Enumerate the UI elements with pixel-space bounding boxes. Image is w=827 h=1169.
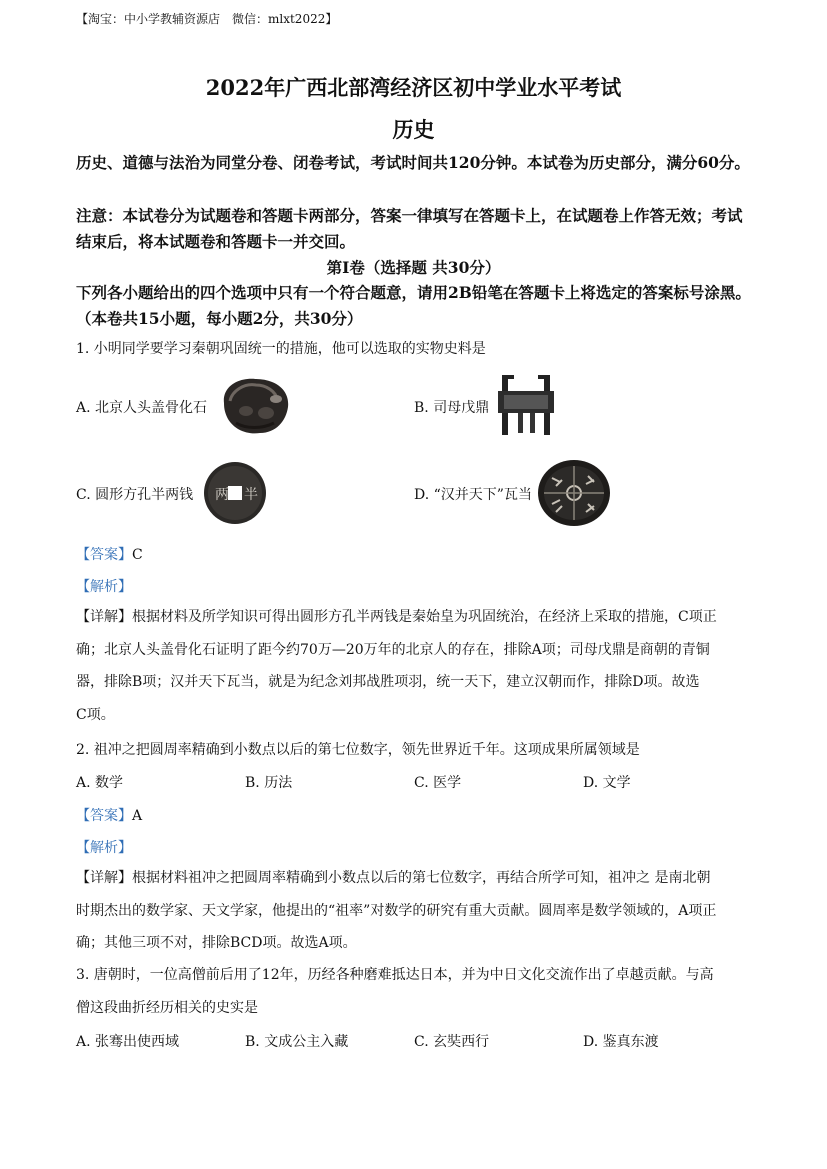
q2-detail bbox=[76, 862, 752, 960]
q2-option-c[interactable]: C. 医学 bbox=[414, 775, 462, 791]
coin-char-liang: 两 bbox=[215, 487, 229, 503]
q2-answer bbox=[76, 805, 142, 825]
ban-liang-coin-image bbox=[202, 460, 268, 526]
q2-answer-value: A bbox=[132, 808, 143, 824]
q3-option-d[interactable]: D. 鉴真东渡 bbox=[583, 1034, 659, 1050]
q1-detail-line: 【详解】根据材料及所学知识可得出圆形方孔半两钱是秦始皇为巩固统治，在经济上采取的措施，C项正 bbox=[76, 609, 717, 625]
section-instruction: 下列各小题给出的四个选项中只有一个符合题意，请用2B铅笔在答题卡上将选定的答案标号涂黑。（本卷共15小题，每小题2分，共30分） bbox=[76, 283, 751, 328]
q3-stem-line: 3. 唐朝时，一位高僧前后用了12年，历经各种磨难抵达日本，并为中日文化交流作出了卓越贡献。与高 bbox=[76, 967, 714, 983]
q1-detail-line: 器，排除B项；汉并天下瓦当，就是为纪念刘邦战胜项羽，统一天下，建立汉朝而作，排除D项。故选 bbox=[76, 674, 700, 690]
exam-intro: 历史、道德与法治为同堂分卷、闭卷考试，考试时间共120分钟。本试卷为历史部分，满分60分。 bbox=[76, 153, 750, 172]
q1-option-a[interactable]: A. 北京人头盖骨化石 bbox=[76, 400, 208, 416]
q3-stem bbox=[76, 959, 752, 1024]
q1-detail-line: 确；北京人头盖骨化石证明了距今约70万—20万年的北京人的存在，排除A项；司母戊鼎是商朝的青铜 bbox=[76, 641, 710, 658]
detail-label: 【详解】 bbox=[76, 609, 132, 625]
q2-detail-line: 时期杰出的数学家、天文学家，他提出的“祖率”对数学的研究有重大贡献。圆周率是数学领域的，A项正 bbox=[76, 902, 717, 919]
q2-detail-line: 确；其他三项不对，排除BCD项。故选A项。 bbox=[76, 935, 357, 951]
q1-option-b[interactable]: B. 司母戊鼎 bbox=[414, 400, 490, 416]
q2-analysis-label: 【解析】 bbox=[76, 840, 132, 856]
han-wadang-tile-image bbox=[536, 458, 612, 528]
exam-title: 2022年广西北部湾经济区初中学业水平考试 bbox=[205, 75, 622, 100]
q2-option-b[interactable]: B. 历法 bbox=[245, 775, 293, 791]
q3-stem-line: 僧这段曲折经历相关的史实是 bbox=[76, 999, 258, 1016]
q2-stem: 2. 祖冲之把圆周率精确到小数点以后的第七位数字，领先世界近千年。这项成果所属领域是 bbox=[76, 742, 640, 758]
page-header: 【淘宝：中小学教辅资源店 微信：mlxt2022】 bbox=[76, 12, 338, 26]
q2-detail-line: 【详解】根据材料祖冲之把圆周率精确到小数点以后的第七位数字，再结合所学可知，祖冲之 是南北朝 bbox=[76, 870, 711, 886]
q1-answer-value: C bbox=[132, 547, 143, 563]
q2-option-d[interactable]: D. 文学 bbox=[583, 775, 631, 791]
detail-label: 【详解】 bbox=[76, 870, 132, 886]
q1-option-d[interactable]: D. “汉并天下”瓦当 bbox=[414, 487, 532, 503]
exam-notice: 注意：本试卷分为试题卷和答题卡两部分，答案一律填写在答题卡上，在试题卷上作答无效；考试结束后，将本试题卷和答题卡一并交回。 bbox=[76, 206, 743, 251]
q3-option-c[interactable]: C. 玄奘西行 bbox=[414, 1034, 490, 1050]
section-title: 第Ⅰ卷（选择题 共30分） bbox=[326, 258, 501, 277]
q1-analysis-label: 【解析】 bbox=[76, 579, 132, 595]
answer-label: 【答案】 bbox=[76, 547, 132, 563]
skull-fossil-image bbox=[216, 373, 296, 439]
q1-answer bbox=[76, 544, 143, 564]
q1-stem: 1. 小明同学要学习秦朝巩固统一的措施，他可以选取的实物史料是 bbox=[76, 341, 486, 357]
q3-option-b[interactable]: B. 文成公主入藏 bbox=[245, 1034, 349, 1050]
bronze-ding-image bbox=[496, 373, 556, 437]
coin-char-ban: 半 bbox=[244, 487, 258, 503]
subject-title: 历史 bbox=[392, 117, 435, 142]
q1-detail bbox=[76, 601, 752, 731]
q3-option-a[interactable]: A. 张骞出使西域 bbox=[76, 1034, 180, 1050]
answer-label: 【答案】 bbox=[76, 808, 132, 824]
q1-detail-line: C项。 bbox=[76, 706, 115, 723]
q1-option-c[interactable]: C. 圆形方孔半两钱 bbox=[76, 487, 194, 503]
q2-option-a[interactable]: A. 数学 bbox=[76, 775, 124, 791]
